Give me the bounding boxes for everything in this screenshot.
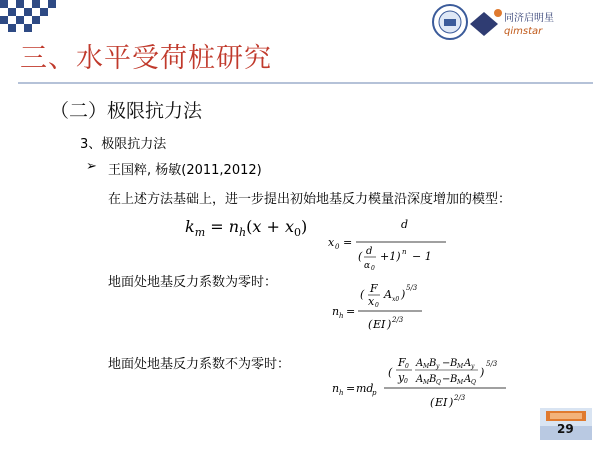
case-zero-coefficient: 地面处地基反力系数为零时： (108, 275, 278, 290)
paragraph-model-description: 在上述方法基础上，进一步提出初始地基反力模量沿深度增加的模型： (108, 192, 512, 207)
svg-text:A: A (464, 358, 472, 369)
university-seal-icon (433, 5, 467, 39)
svg-text:x0: x0 (392, 296, 400, 303)
svg-text:B: B (429, 374, 437, 385)
svg-text:EI: EI (373, 318, 386, 331)
svg-text:2/3: 2/3 (454, 394, 466, 402)
svg-text:(: ( (360, 288, 365, 301)
svg-text:F: F (370, 282, 378, 295)
svg-text:): ) (401, 288, 406, 301)
svg-text:0: 0 (371, 265, 375, 270)
svg-text:): ) (449, 396, 454, 409)
logo-text-en: qimstar (504, 26, 543, 37)
bullet-arrow-icon: ➢ (86, 159, 97, 174)
svg-text:−: − (442, 358, 451, 369)
svg-text:x: x (328, 236, 335, 249)
svg-text:Q: Q (471, 379, 476, 386)
svg-text:+1): +1) (380, 250, 401, 263)
svg-text:h: h (339, 389, 344, 397)
section-subtitle: （二）极限抗力法 (50, 100, 203, 122)
equation-km: $k_m = n_h(x + x_0)$ (185, 217, 308, 240)
svg-text:): ) (480, 366, 485, 379)
header-logos (432, 2, 592, 42)
svg-text:α: α (364, 261, 371, 270)
svg-text:(: ( (368, 318, 373, 331)
svg-text:M: M (457, 379, 464, 386)
svg-text:d: d (366, 246, 373, 257)
logo-text-cn: 同济启明星 (504, 13, 554, 24)
svg-text:0: 0 (375, 302, 379, 309)
svg-text:−: − (442, 374, 451, 385)
svg-text:B: B (450, 374, 458, 385)
item-3-heading: 3、极限抗力法 (80, 137, 167, 152)
svg-text:): ) (387, 318, 392, 331)
slide-title: 三、水平受荷桩研究 (20, 43, 272, 74)
svg-text:A: A (384, 288, 392, 301)
bullet-reference: 王国粹, 杨敏(2011,2012) (108, 163, 262, 178)
svg-text:A: A (416, 374, 424, 385)
equation-nh-nonzero (330, 352, 530, 414)
qimstar-logo-icon (470, 9, 502, 36)
svg-text:=: = (346, 305, 356, 318)
svg-text:M: M (423, 379, 430, 386)
svg-text:5/3: 5/3 (486, 360, 498, 368)
svg-text:Q: Q (436, 379, 441, 386)
svg-text:0: 0 (335, 243, 340, 251)
svg-text:n: n (402, 248, 407, 256)
case-nonzero-coefficient: 地面处地基反力系数不为零时： (108, 357, 291, 372)
svg-text:EI: EI (435, 396, 448, 409)
equation-x0 (326, 214, 466, 270)
svg-text:M: M (457, 363, 464, 370)
svg-text:=: = (343, 236, 353, 249)
svg-text:x: x (368, 295, 375, 308)
svg-text:2/3: 2/3 (392, 316, 404, 324)
svg-text:B: B (450, 358, 458, 369)
svg-text:(: ( (358, 250, 363, 263)
svg-text:A: A (416, 358, 424, 369)
svg-text:(: ( (430, 396, 435, 409)
svg-text:0: 0 (404, 378, 408, 385)
svg-text:md: md (356, 382, 374, 395)
svg-text:y: y (398, 371, 405, 384)
checker-decoration (0, 0, 80, 34)
equation-nh-zero (330, 280, 450, 336)
svg-text:5/3: 5/3 (406, 284, 418, 292)
title-divider (18, 82, 593, 84)
svg-text:y: y (471, 363, 475, 370)
svg-text:p: p (372, 389, 377, 397)
svg-text:h: h (339, 312, 344, 320)
svg-text:M: M (423, 363, 430, 370)
page-number: 29 (557, 422, 574, 436)
svg-text:F: F (398, 356, 406, 369)
svg-text:d: d (401, 218, 409, 231)
svg-text:− 1: − 1 (412, 250, 432, 263)
svg-text:A: A (464, 374, 472, 385)
svg-text:=: = (346, 382, 356, 395)
svg-text:B: B (429, 358, 437, 369)
svg-text:0: 0 (405, 363, 409, 370)
svg-text:y: y (436, 363, 440, 370)
svg-text:(: ( (388, 366, 393, 379)
svg-text:n: n (332, 382, 340, 395)
svg-text:n: n (332, 305, 340, 318)
